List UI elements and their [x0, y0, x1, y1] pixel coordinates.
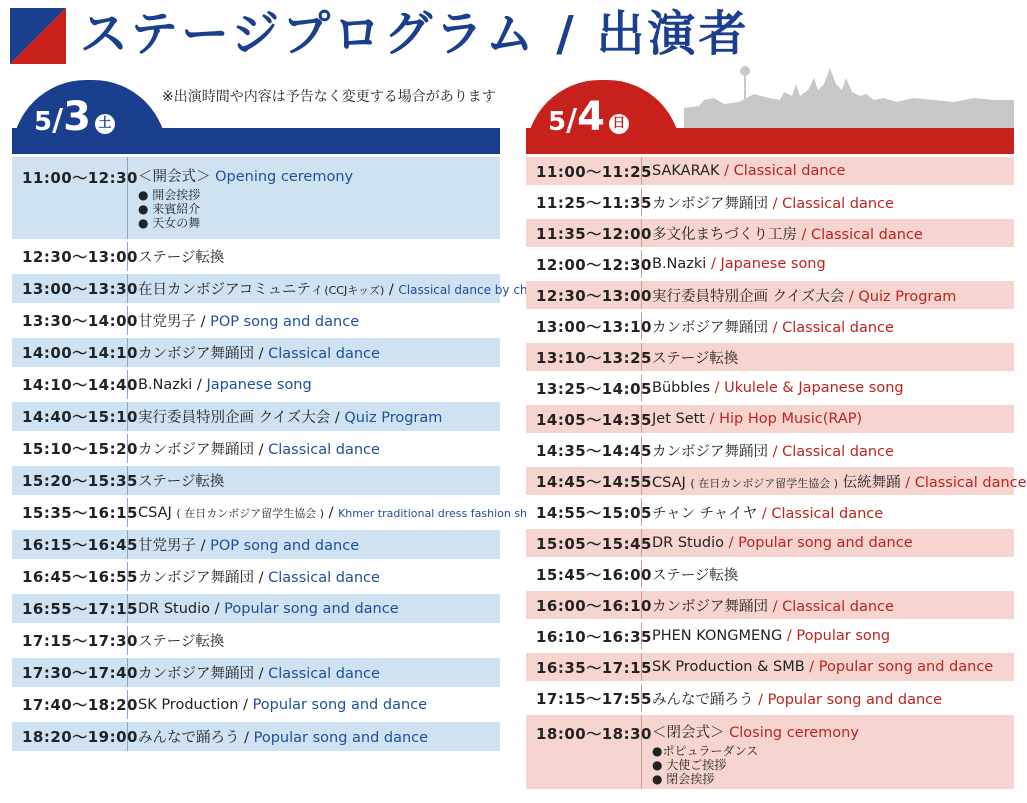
act-name: DR Studio	[138, 600, 211, 617]
time-cell: 13:10～13:25	[526, 343, 642, 371]
act-english: Popular song and dance	[818, 659, 994, 675]
time-cell: 16:10～16:35	[526, 622, 642, 650]
act-english: Classical dance by children	[398, 283, 562, 297]
time-cell: 15:10～15:20	[12, 434, 128, 463]
act-english: Popular song and dance	[224, 600, 399, 617]
act-english: Closing ceremony	[729, 725, 859, 741]
table-row	[526, 188, 1014, 216]
time-cell: 14:45～14:55	[526, 467, 642, 495]
list-item: ● 天女の舞	[138, 216, 201, 230]
table-row	[526, 343, 1014, 371]
act-cell: PHEN KONGMENG / Popular song	[652, 628, 891, 644]
act-name: ＜開会式＞	[138, 169, 211, 185]
act-name: チャン チャイヤ	[652, 505, 758, 522]
act-english: Ukulele & Japanese song	[724, 380, 904, 396]
time-cell: 12:30～13:00	[12, 242, 128, 271]
act-cell	[642, 715, 1014, 789]
table-row	[526, 467, 1014, 495]
act-name: 在日カンボジアコミュニティ	[138, 282, 325, 298]
weekday-badge: 日	[609, 114, 629, 134]
time-cell: 14:10～14:40	[12, 370, 128, 399]
table-row	[12, 466, 500, 495]
act-english: Popular song and dance	[767, 691, 943, 708]
act-name: カンボジア舞踊団	[652, 319, 768, 336]
table-row	[526, 560, 1014, 588]
act-cell: SK Production / Popular song and dance	[138, 696, 428, 713]
act-cell: 甘党男子 / POP song and dance	[138, 538, 360, 554]
act-cell: みんなで踊ろう / Popular song and dance	[138, 730, 429, 746]
table-row	[526, 653, 1014, 681]
time-cell: 13:00～13:10	[526, 312, 642, 340]
time-cell: 16:55～17:15	[12, 594, 128, 623]
act-english: Khmer traditional dress fashion show	[338, 506, 543, 520]
act-english: Japanese song	[720, 256, 826, 272]
act-name: ステージ転換	[652, 350, 739, 367]
act-name: カンボジア舞踊団	[652, 443, 768, 460]
act-suffix: 伝統舞踊	[842, 474, 901, 491]
act-cell: カンボジア舞踊団 / Classical dance	[652, 598, 894, 615]
table-row	[526, 281, 1014, 309]
list-item: ● 開会挨拶	[138, 188, 201, 202]
table-row	[526, 374, 1014, 402]
time-cell: 13:25～14:05	[526, 374, 642, 402]
table-row	[526, 591, 1014, 619]
table-row	[12, 562, 500, 591]
act-cell	[642, 560, 1014, 588]
time-cell: 15:45～16:00	[526, 560, 642, 588]
act-cell: 甘党男子 / POP song and dance	[138, 314, 360, 330]
act-cell: SK Production & SMB / Popular song and dance	[652, 659, 994, 675]
table-row	[526, 715, 1014, 789]
act-cell: カンボジア舞踊団 / Classical dance	[138, 570, 380, 586]
act-note: ( 在日カンボジア留学生協会 )	[176, 506, 324, 520]
title-flag-icon	[10, 8, 66, 64]
act-name: みんなで踊ろう	[652, 691, 754, 708]
time-cell: 11:00～11:25	[526, 157, 642, 185]
act-cell: カンボジア舞踊団 / Classical dance	[652, 195, 894, 212]
act-cell: CSAJ ( 在日カンボジア留学生協会 ) / Khmer traditional dress fashion show	[138, 504, 543, 521]
table-row	[526, 250, 1014, 278]
time-cell: 12:30～13:00	[526, 281, 642, 309]
act-english: Popular song and dance	[738, 535, 913, 551]
table-row	[12, 402, 500, 431]
act-english: Classical dance	[782, 598, 894, 615]
act-english: Classical dance	[771, 505, 884, 522]
table-row	[12, 722, 500, 751]
act-name: SK Production & SMB	[652, 659, 805, 675]
list-item: ● 大使ご挨拶	[652, 758, 727, 772]
act-english: Quiz Program	[344, 410, 443, 426]
schedule-table-day2	[526, 154, 1027, 792]
act-cell: SAKARAK / Classical dance	[652, 163, 846, 179]
act-name: みんなで踊ろう	[138, 730, 240, 746]
act-english: POP song and dance	[210, 314, 360, 330]
time-cell: 11:25～11:35	[526, 188, 642, 216]
table-row	[12, 594, 500, 623]
ceremony-items	[138, 188, 490, 230]
act-english: Classical dance	[733, 163, 846, 179]
act-cell: 実行委員特別企画 クイズ大会 / Quiz Program	[652, 288, 957, 305]
act-cell: チャン チャイヤ / Classical dance	[652, 505, 884, 522]
time-cell: 14:00～14:10	[12, 338, 128, 367]
act-note: (CCJキッズ)	[324, 284, 385, 297]
act-english: Classical dance	[268, 666, 380, 682]
act-cell: DR Studio / Popular song and dance	[138, 600, 399, 617]
act-name: CSAJ	[652, 474, 686, 491]
table-row	[12, 306, 500, 335]
table-row	[12, 157, 500, 239]
time-cell: 18:20～19:00	[12, 722, 128, 751]
act-cell: 多文化まちづくり工房 / Classical dance	[652, 226, 923, 243]
table-row	[526, 312, 1014, 340]
day-header-right	[526, 80, 1014, 154]
act-name: ステージ転換	[652, 567, 739, 584]
time-cell: 14:40～15:10	[12, 402, 128, 431]
act-name: 実行委員特別企画 クイズ大会	[138, 410, 331, 426]
act-english: Classical dance	[268, 346, 380, 362]
table-row	[526, 436, 1014, 464]
time-cell: 16:15～16:45	[12, 530, 128, 559]
act-english: Classical dance	[782, 443, 894, 460]
time-cell: 17:30～17:40	[12, 658, 128, 687]
act-name: ＜閉会式＞	[652, 725, 725, 741]
time-cell: 16:35～17:15	[526, 653, 642, 681]
time-cell: 15:05～15:45	[526, 529, 642, 557]
table-row	[12, 690, 500, 719]
table-row	[526, 529, 1014, 557]
act-cell: カンボジア舞踊団 / Classical dance	[652, 443, 894, 460]
act-cell: Jet Sett / Hip Hop Music(RAP)	[652, 411, 863, 427]
table-row	[526, 498, 1014, 526]
table-row	[12, 498, 500, 527]
time-cell: 11:00～12:30	[12, 157, 128, 239]
act-name: 実行委員特別企画 クイズ大会	[652, 288, 845, 305]
act-english: Hip Hop Music(RAP)	[719, 411, 863, 427]
act-name: CSAJ	[138, 504, 172, 521]
angkor-skyline-icon	[684, 64, 1014, 128]
act-english: Popular song	[796, 628, 891, 644]
time-cell: 13:00～13:30	[12, 274, 128, 303]
act-name: 甘党男子	[138, 314, 196, 330]
page-title: ステージプログラム / 出演者	[80, 6, 750, 62]
act-english: Quiz Program	[858, 288, 957, 305]
act-cell: カンボジア舞踊団 / Classical dance	[138, 666, 380, 682]
act-name: ステージ転換	[138, 474, 225, 490]
time-cell: 17:15～17:30	[12, 626, 128, 655]
table-row	[12, 370, 500, 399]
schedule-table-day1	[12, 154, 562, 754]
act-name: カンボジア舞踊団	[138, 570, 254, 586]
time-cell: 18:00～18:30	[526, 715, 642, 789]
act-cell: B.Nazki / Japanese song	[652, 256, 826, 272]
act-cell	[128, 466, 500, 495]
time-cell: 14:05～14:35	[526, 405, 642, 433]
time-cell: 16:00～16:10	[526, 591, 642, 619]
table-row	[526, 405, 1014, 433]
time-cell: 14:35～14:45	[526, 436, 642, 464]
act-cell: DR Studio / Popular song and dance	[652, 535, 913, 551]
act-name: 甘党男子	[138, 538, 196, 554]
act-name: PHEN KONGMENG	[652, 628, 783, 644]
time-cell: 17:40～18:20	[12, 690, 128, 719]
act-cell: カンボジア舞踊団 / Classical dance	[652, 319, 894, 336]
date-label-right: 5/4 日	[548, 94, 629, 140]
table-row	[526, 219, 1014, 247]
act-name: Bübbles	[652, 380, 711, 396]
act-name: ステージ転換	[138, 634, 225, 650]
table-row	[12, 530, 500, 559]
act-cell: みんなで踊ろう / Popular song and dance	[652, 691, 943, 708]
date-label-left: 5/3 土	[34, 94, 115, 140]
time-cell: 17:15～17:55	[526, 684, 642, 712]
act-english: Popular song and dance	[253, 730, 429, 746]
list-item: ● 来賓紹介	[138, 202, 201, 216]
act-name: カンボジア舞踊団	[652, 195, 768, 212]
act-cell	[128, 242, 500, 271]
table-row	[12, 434, 500, 463]
table-row	[12, 658, 500, 687]
time-cell: 15:20～15:35	[12, 466, 128, 495]
act-english: Classical dance	[782, 319, 894, 336]
act-english: Opening ceremony	[215, 169, 354, 185]
act-english: POP song and dance	[210, 538, 360, 554]
weekday-badge: 土	[95, 114, 115, 134]
table-row	[526, 684, 1014, 712]
act-name: SAKARAK	[652, 163, 720, 179]
act-name: カンボジア舞踊団	[138, 346, 254, 362]
day-header-left	[12, 80, 500, 154]
notice-text: ※出演時間や内容は予告なく変更する場合があります	[162, 89, 496, 105]
act-english: Classical dance	[914, 474, 1027, 491]
table-row	[12, 626, 500, 655]
act-english: Classical dance	[782, 195, 894, 212]
act-english: Japanese song	[206, 376, 312, 393]
list-item: ●ポピュラーダンス	[652, 744, 759, 758]
act-cell: カンボジア舞踊団 / Classical dance	[138, 346, 380, 362]
time-cell: 12:00～12:30	[526, 250, 642, 278]
time-cell: 15:35～16:15	[12, 498, 128, 527]
act-english: Classical dance	[810, 226, 923, 243]
act-name: カンボジア舞踊団	[652, 598, 768, 615]
act-name: カンボジア舞踊団	[138, 666, 254, 682]
act-cell: Bübbles / Ukulele & Japanese song	[652, 380, 904, 396]
act-cell: 在日カンボジアコミュニティ(CCJキッズ) / Classical dance by children	[138, 282, 562, 298]
act-name: ステージ転換	[138, 250, 225, 266]
act-name: B.Nazki	[138, 376, 193, 393]
act-english: Classical dance	[268, 570, 380, 586]
act-english: Classical dance	[268, 442, 380, 458]
act-name: カンボジア舞踊団	[138, 442, 254, 458]
time-cell: 14:55～15:05	[526, 498, 642, 526]
table-row	[12, 274, 500, 303]
list-item: ● 閉会挨拶	[652, 772, 715, 786]
act-note: ( 在日カンボジア留学生協会 )	[690, 476, 838, 490]
table-row	[12, 242, 500, 271]
table-row	[526, 622, 1014, 650]
time-cell: 13:30～14:00	[12, 306, 128, 335]
time-cell: 16:45～16:55	[12, 562, 128, 591]
act-cell	[128, 626, 500, 655]
ceremony-items	[652, 744, 1004, 786]
act-name: DR Studio	[652, 535, 725, 551]
act-cell: B.Nazki / Japanese song	[138, 376, 312, 393]
act-name: SK Production	[138, 696, 239, 713]
act-english: Popular song and dance	[252, 696, 428, 713]
table-row	[526, 157, 1014, 185]
act-cell: 実行委員特別企画 クイズ大会 / Quiz Program	[138, 410, 443, 426]
act-name: Jet Sett	[652, 411, 705, 427]
time-cell: 11:35～12:00	[526, 219, 642, 247]
table-row	[12, 338, 500, 367]
act-cell: カンボジア舞踊団 / Classical dance	[138, 442, 380, 458]
act-name: 多文化まちづくり工房	[652, 226, 797, 243]
act-cell	[642, 343, 1014, 371]
act-name: B.Nazki	[652, 256, 707, 272]
act-cell	[128, 157, 500, 239]
act-cell: CSAJ ( 在日カンボジア留学生協会 ) 伝統舞踊 / Classical dance	[652, 474, 1027, 491]
